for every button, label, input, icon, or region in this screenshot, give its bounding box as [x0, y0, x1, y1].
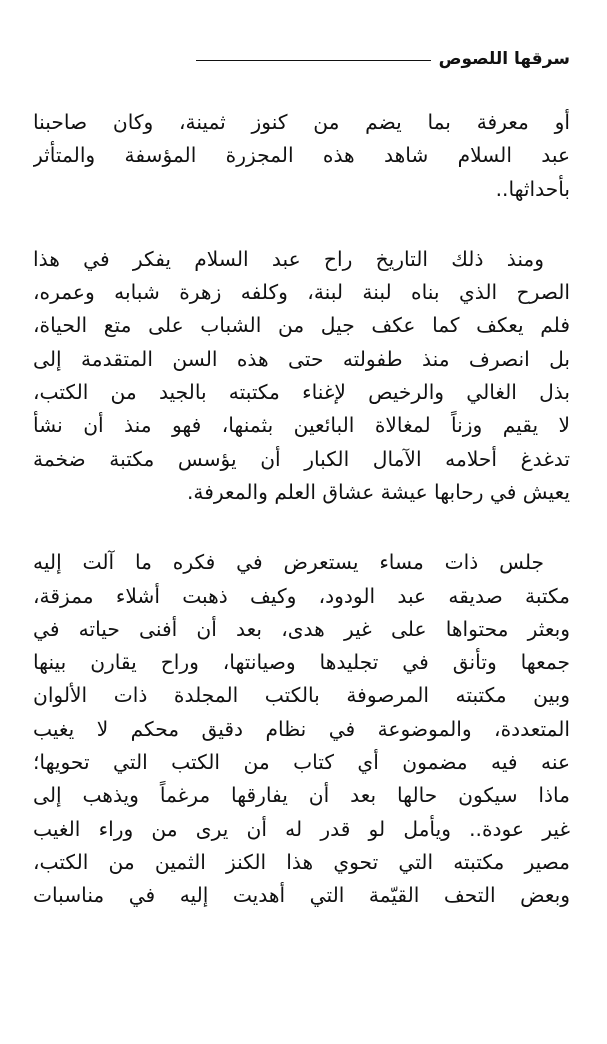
text-line: جلس ذات مساء يستعرض في فكره ما آلت إليه	[33, 550, 544, 575]
text-line: ومنذ ذلك التاريخ راح عبد السلام يفكر في هذا	[33, 246, 544, 271]
header-rule	[196, 60, 431, 61]
text-line: مكتبة صديقه عبد الودود، وكيف ذهبت أشلاء ممزقة،	[33, 583, 570, 608]
paragraph-2	[33, 243, 570, 509]
text-line: فلم يعكف كما عكف جيل من الشباب على متع الحياة،	[33, 313, 570, 338]
text-line: يعيش في رحابها عيشة عشاق العلم والمعرفة.	[186, 479, 570, 504]
text-line: الصرح الذي بناه لبنة لبنة، وكلفه زهرة شبابه وعمره،	[33, 280, 570, 305]
text-line: أو معرفة بما يضم من كنوز ثمينة، وكان صاحبنا	[33, 110, 570, 134]
text-line: وبعثر محتواها على غير هدى، بعد أن أفنى حياته في	[33, 616, 570, 641]
text-line: مصير مكتبته التي تحوي هذا الكنز الثمين من الكتب،	[33, 849, 570, 874]
text-line: عنه فيه مضمون أي كتاب من الكتب التي تحويها؛	[33, 750, 570, 775]
text-line: بذل الغالي والرخيص لإغناء مكتبته بالجيد من الكتب،	[33, 380, 570, 405]
text-line: غير عودة.. ويأمل لو قدر له أن يرى من وراء الغيب	[33, 816, 570, 841]
text-line: بأحداثها..	[495, 176, 570, 201]
paragraph-1	[33, 106, 570, 206]
chapter-title: سرقها اللصوص	[438, 49, 570, 69]
page-body	[33, 106, 570, 913]
text-line: عبد السلام شاهد هذه المجزرة المؤسفة والمتأثر	[33, 143, 570, 168]
text-line: بل انصرف منذ طفولته حتى هذه السن المتقدمة إلى	[33, 346, 570, 371]
paragraph-3	[33, 546, 570, 912]
text-line: وبعض التحف القيّمة التي أهديت إليه في مناسبات	[33, 883, 570, 908]
text-line: المتعددة، والموضوعة في نظام دقيق محكم لا يغيب	[33, 716, 570, 741]
book-page	[0, 44, 607, 1044]
text-line: لا يقيم وزناً لمغالاة البائعين بثمنها، فهو منذ أن نشأ	[33, 413, 570, 438]
text-line: تدغدغ أحلامه الآمال الكبار أن يؤسس مكتبة ضخمة	[33, 446, 570, 471]
running-header	[33, 44, 570, 74]
text-line: وبين مكتبته المرصوفة بالكتب المجلدة ذات الألوان	[33, 683, 570, 708]
text-line: جمعها وتأنق في تجليدها وصيانتها، وراح يقارن بينها	[33, 650, 570, 675]
text-line: ماذا سيكون حالها بعد أن يفارقها مرغماً ويذهب إلى	[33, 783, 570, 808]
